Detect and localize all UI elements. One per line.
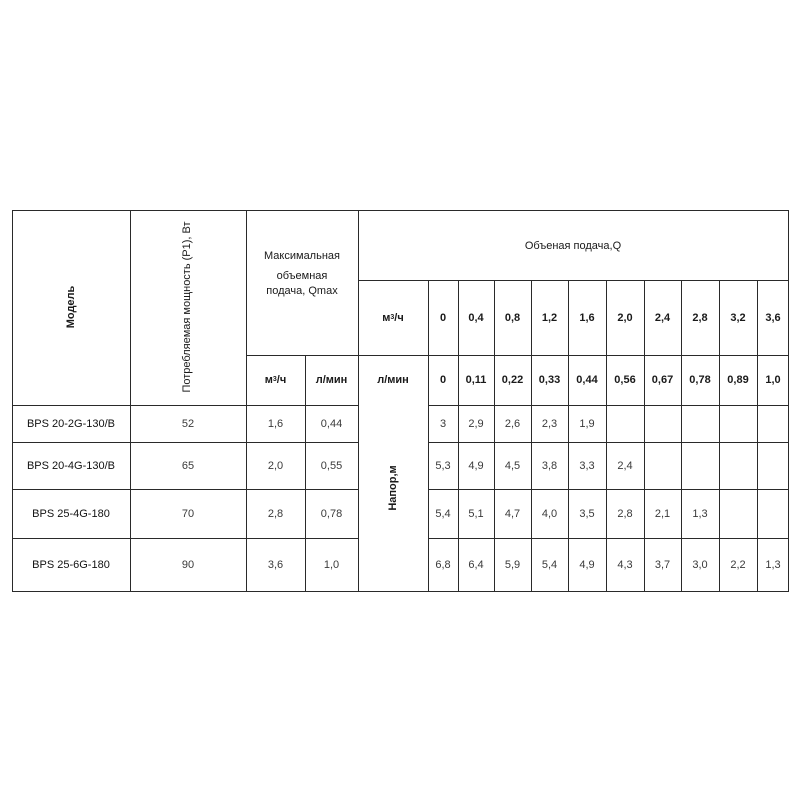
row-head-value: 4,3 [617, 559, 633, 571]
flow-lmin-value: 0,56 [614, 374, 636, 386]
row-qmax-lmin: 0,55 [320, 459, 343, 472]
flow-lmin-value: 0,67 [651, 374, 674, 386]
row-head-value: 3,7 [654, 559, 671, 571]
flow-lmin-value: 0,33 [538, 374, 561, 386]
unit-lmin-flow: л/мин [377, 374, 409, 386]
row-head-value: 2,3 [541, 417, 558, 430]
flow-lmin-value: 0,78 [689, 374, 711, 386]
row-head-value: 3 [439, 417, 447, 430]
header-model: Модель [65, 285, 77, 329]
flow-m3h-value: 3,6 [765, 311, 781, 324]
flow-m3h-value: 0 [439, 311, 447, 324]
row-head-value: 3,3 [579, 459, 595, 472]
row-qmax-m3h: 2,0 [267, 459, 284, 472]
header-flow: Объеная подача,Q [524, 240, 622, 252]
row-qmax-lmin: 0,78 [320, 507, 343, 520]
flow-lmin-value: 1,0 [765, 374, 781, 386]
row-head-value [757, 442, 789, 489]
row-head-value: 2,1 [654, 507, 671, 520]
row-head-value: 4,0 [541, 507, 558, 520]
grid-vline [358, 210, 359, 592]
row-head-value [719, 442, 757, 489]
header-qmax-line3: подача, Qmax [266, 284, 338, 297]
row-head-value [644, 405, 681, 442]
row-power: 65 [181, 459, 195, 472]
row-power: 90 [181, 559, 195, 571]
row-qmax-lmin: 1,0 [323, 559, 340, 571]
flow-lmin-value: 0 [439, 374, 447, 386]
row-qmax-m3h: 3,6 [267, 559, 284, 571]
row-head-value: 5,3 [435, 459, 451, 472]
row-power: 70 [181, 507, 195, 520]
flow-lmin-value: 0,89 [727, 374, 749, 386]
row-model: BPS 20-4G-130/B [26, 459, 116, 472]
row-head-value [757, 405, 789, 442]
unit-m3h-qmax: м 3 /ч [264, 374, 287, 386]
row-head-value [719, 489, 757, 538]
header-head: Напор,м [387, 465, 399, 511]
row-power: 52 [181, 417, 195, 430]
row-head-value: 4,9 [468, 459, 484, 472]
row-head-value [606, 405, 644, 442]
flow-m3h-value: 2,4 [654, 311, 671, 324]
row-head-value [681, 442, 719, 489]
row-head-value: 2,9 [468, 417, 484, 430]
row-head-value: 2,2 [730, 559, 746, 571]
row-head-value [757, 489, 789, 538]
row-head-value: 6,8 [435, 559, 451, 571]
flow-lmin-value: 0,22 [501, 374, 524, 386]
row-model: BPS 25-4G-180 [32, 507, 110, 520]
row-head-value: 5,4 [541, 559, 558, 571]
row-head-value [681, 405, 719, 442]
flow-m3h-value: 0,4 [468, 311, 484, 324]
header-qmax-line1: Максимальная [264, 249, 340, 262]
flow-m3h-value: 2,8 [692, 311, 708, 324]
header-qmax [246, 232, 358, 310]
flow-m3h-value: 3,2 [730, 311, 746, 324]
row-model: BPS 25-6G-180 [32, 559, 110, 571]
row-head-value: 3,0 [692, 559, 708, 571]
row-head-value: 2,8 [617, 507, 633, 520]
row-head-value: 5,9 [504, 559, 521, 571]
row-qmax-m3h: 1,6 [267, 417, 284, 430]
row-head-value: 5,4 [435, 507, 451, 520]
header-qmax-line2: объемная [276, 269, 328, 282]
row-head-value: 2,6 [504, 417, 521, 430]
row-qmax-m3h: 2,8 [267, 507, 284, 520]
row-head-value: 1,3 [765, 559, 781, 571]
flow-lmin-value: 0,44 [576, 374, 598, 386]
unit-m3h-flow: м 3 /ч [382, 311, 404, 324]
row-head-value: 1,3 [692, 507, 708, 520]
flow-lmin-value: 0,11 [465, 374, 487, 386]
row-head-value: 4,9 [579, 559, 595, 571]
row-head-value [719, 405, 757, 442]
flow-m3h-value: 1,6 [579, 311, 595, 324]
row-model: BPS 20-2G-130/B [26, 417, 116, 430]
row-head-value: 5,1 [468, 507, 484, 520]
row-qmax-lmin: 0,44 [320, 417, 343, 430]
row-head-value [644, 442, 681, 489]
row-head-value: 6,4 [468, 559, 484, 571]
row-head-value: 4,7 [504, 507, 521, 520]
header-power: Потребляемая мощность (P1), Вт [181, 221, 193, 393]
row-head-value: 2,4 [617, 459, 633, 472]
row-head-value: 4,5 [504, 459, 521, 472]
row-head-value: 1,9 [579, 417, 595, 430]
flow-m3h-value: 0,8 [504, 311, 521, 324]
row-head-value: 3,5 [579, 507, 595, 520]
flow-m3h-value: 2,0 [617, 311, 633, 324]
flow-m3h-value: 1,2 [541, 311, 558, 324]
row-head-value: 3,8 [541, 459, 558, 472]
unit-lmin-qmax: л/мин [315, 374, 348, 386]
